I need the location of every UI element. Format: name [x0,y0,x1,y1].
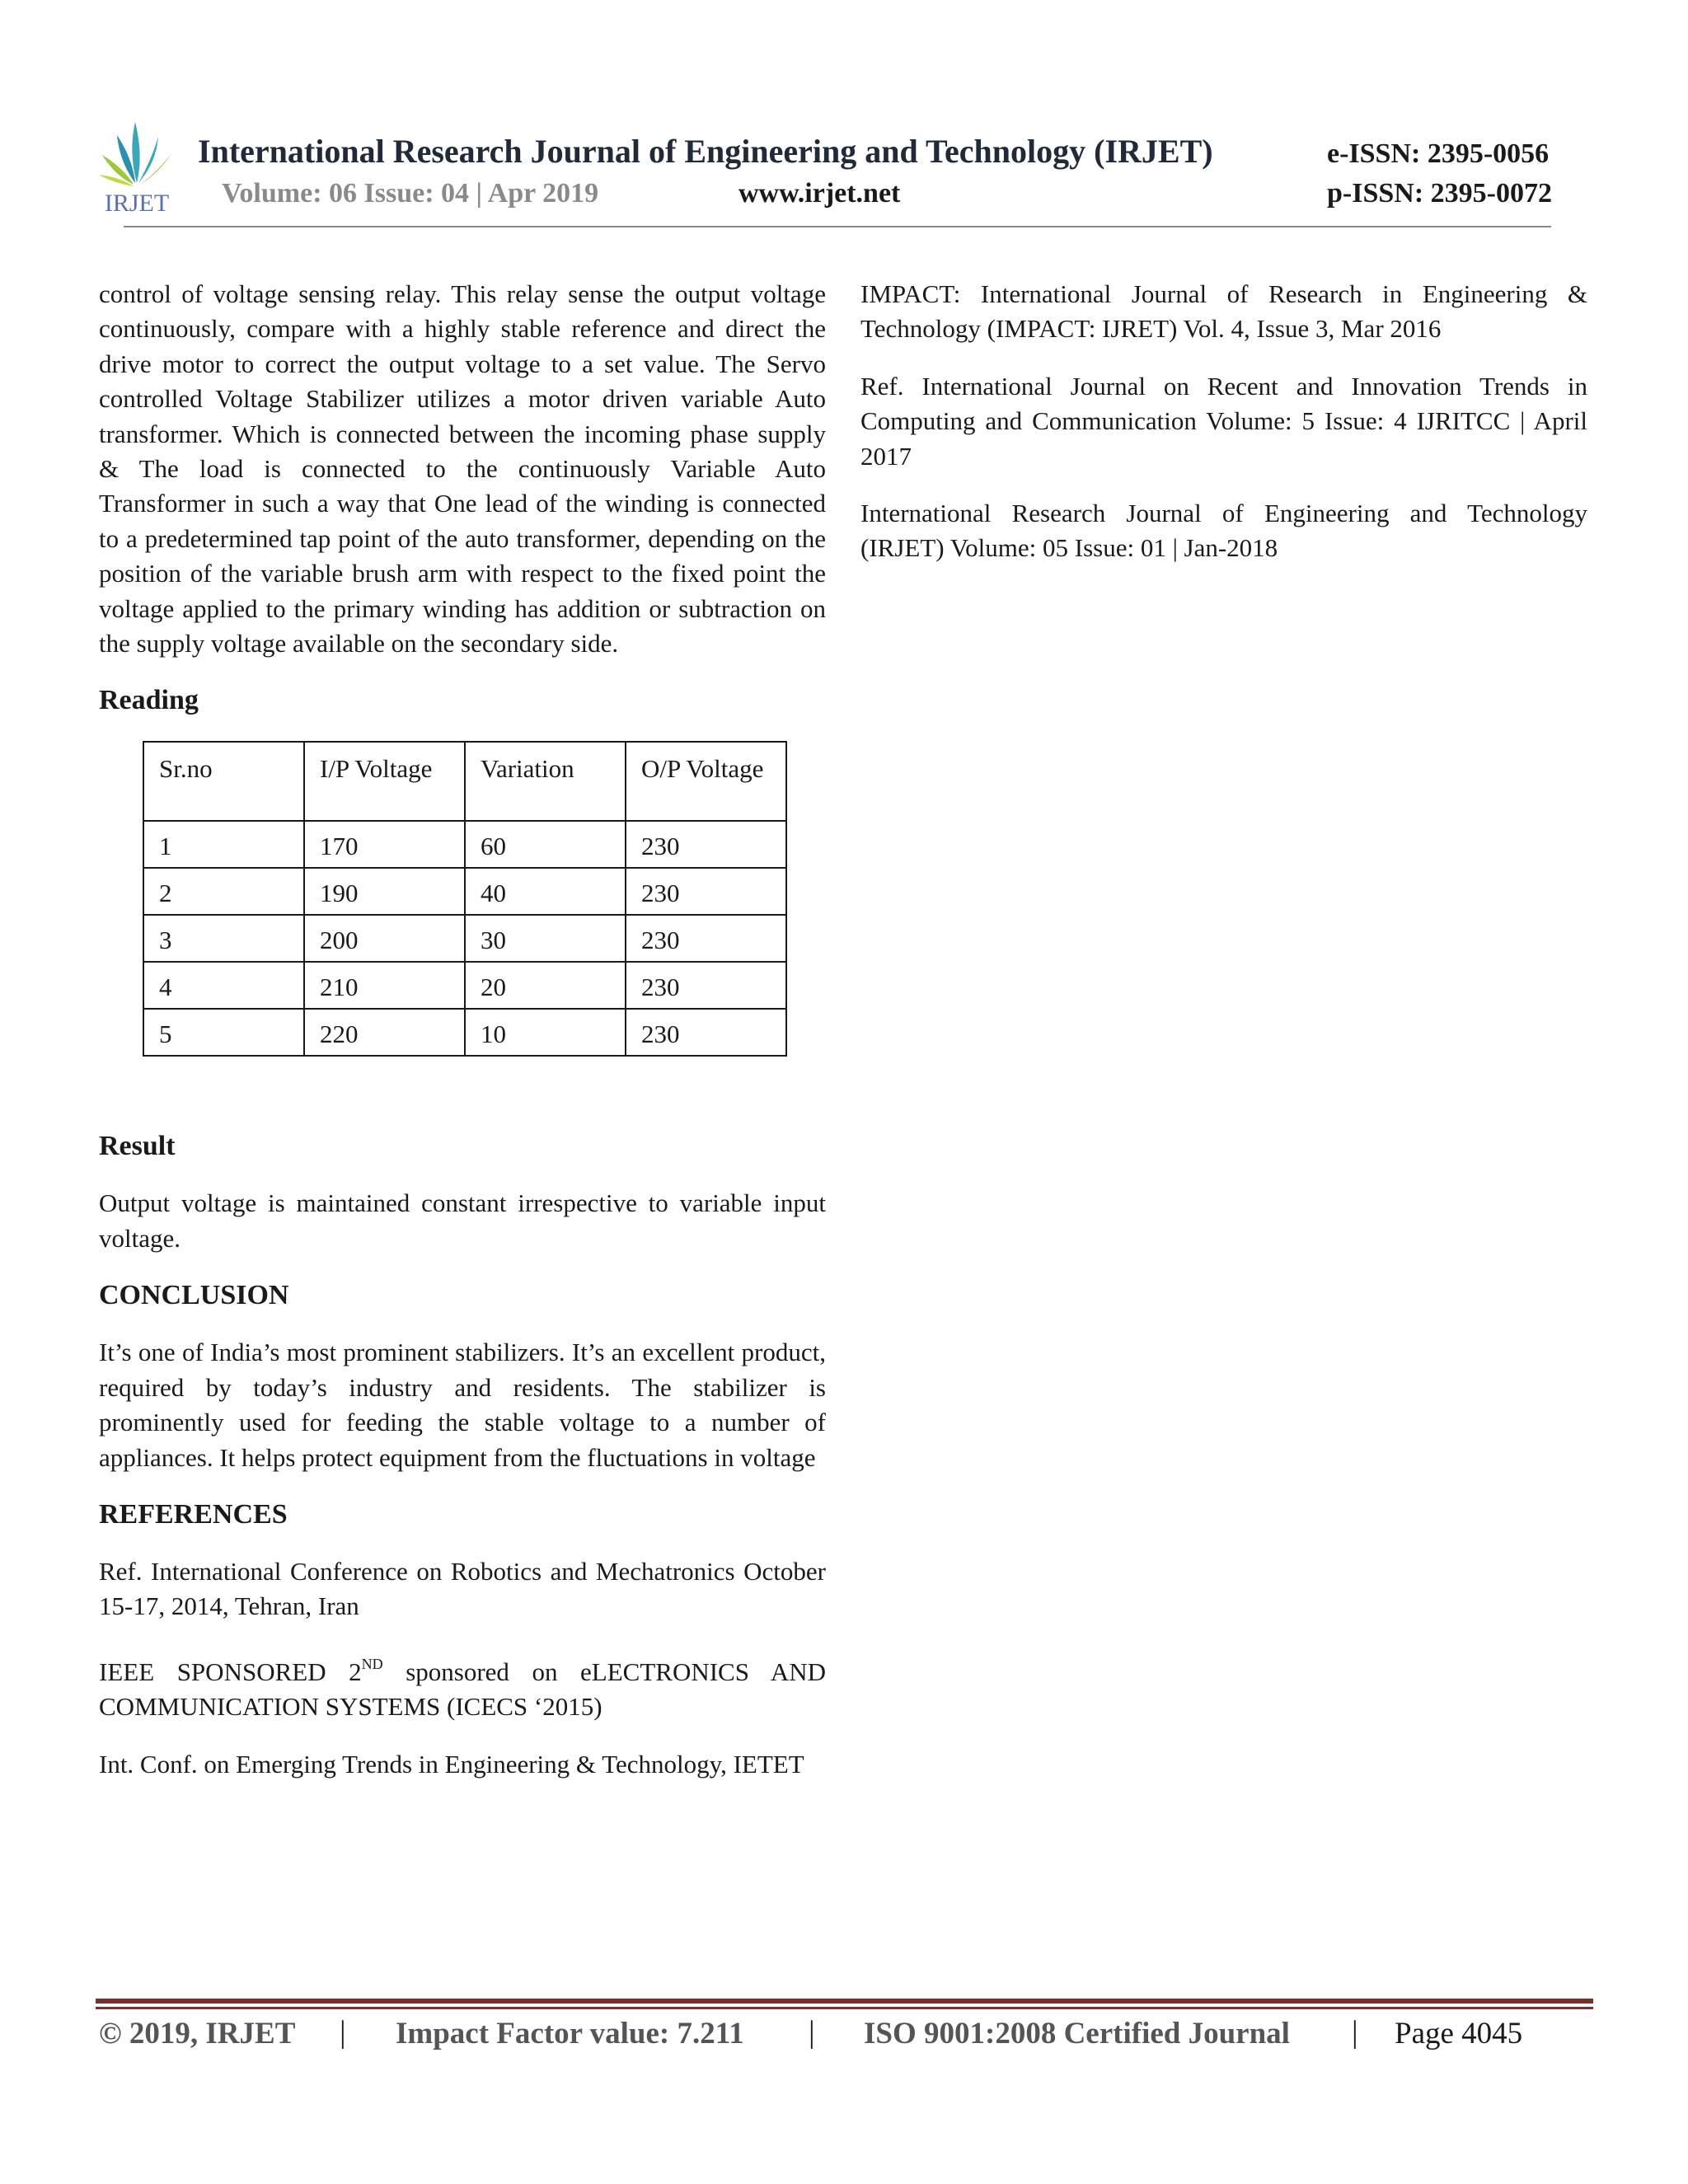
table-header-cell: O/P Voltage [626,742,786,821]
table-cell: 230 [626,962,786,1009]
journal-website[interactable]: www.irjet.net [738,178,901,209]
reference-item: International Research Journal of Engineering and Technology (IRJET) Volume: 05 Issue: 01 | Jan-2018 [860,499,1587,563]
header-divider [124,226,1551,227]
footer-separator: | [1352,2015,1358,2050]
table-cell: 230 [626,868,786,915]
logo-text: IRJET [104,190,170,216]
reference-item: Ref. International Journal on Recent and Innovation Trends in Computing and Communication Volume: 5 Issue: 4 IJRITCC | April 2017 [860,371,1587,471]
table-cell: 30 [465,915,626,962]
reference-item: Ref. International Conference on Robotics and Mechatronics October 15-17, 2014, Tehran, Iran [99,1556,826,1621]
irjet-logo [92,115,181,216]
superscript: ND [361,1655,383,1672]
table-cell: 230 [626,821,786,868]
table-cell: 200 [304,915,465,962]
table-cell: 2 [143,868,304,915]
table-cell: 230 [626,915,786,962]
footer-iso: ISO 9001:2008 Certified Journal [864,2017,1290,2050]
conclusion-heading: CONCLUSION [99,1280,289,1311]
table-row [143,868,786,915]
table-cell: 5 [143,1009,304,1056]
table-cell: 210 [304,962,465,1009]
journal-title: International Research Journal of Engineering and Technology (IRJET) [198,133,1213,170]
table-row [143,1009,786,1056]
table-cell: 3 [143,915,304,962]
table-row [143,821,786,868]
logo-leaves-icon [99,122,175,186]
table-cell: 230 [626,1009,786,1056]
footer-separator: | [340,2015,346,2050]
table-cell: 1 [143,821,304,868]
table-cell: 170 [304,821,465,868]
footer-page-number: Page 4045 [1395,2017,1523,2050]
left-column [99,277,826,1782]
footer-copyright: © 2019, IRJET [99,2017,296,2050]
reference-text: IEEE SPONSORED 2 [99,1657,362,1686]
table-cell: 4 [143,962,304,1009]
table-row [143,962,786,1009]
table-cell: 20 [465,962,626,1009]
table-header-cell: Variation [465,742,626,821]
table-header-row [143,742,786,821]
reference-item: IMPACT: International Journal of Research in Engineering & Technology (IMPACT: IJRET) Vol. 4, Issue 3, Mar 2016 [860,279,1587,344]
reference-item: Int. Conf. on Emerging Trends in Engineering & Technology, IETET [99,1749,804,1779]
reading-heading: Reading [99,685,199,716]
table-header-cell: Sr.no [143,742,304,821]
volume-issue: Volume: 06 Issue: 04 | Apr 2019 [222,178,599,209]
right-column [860,277,1587,566]
references-heading: REFERENCES [99,1498,288,1530]
result-paragraph: Output voltage is maintained constant irrespective to variable input voltage. [99,1188,826,1253]
footer-impact-factor: Impact Factor value: 7.211 [396,2017,744,2050]
eissn: e-ISSN: 2395-0056 [1327,138,1550,169]
result-heading: Result [99,1131,176,1162]
readings-table [143,741,787,1057]
table-row [143,915,786,962]
pissn: p-ISSN: 2395-0072 [1327,178,1552,209]
intro-paragraph: control of voltage sensing relay. This relay sense the output voltage continuously, compare with a highly stable reference and direct the drive motor to correct the output voltage to a set value. The Servo controlled Voltage Stabilizer utilizes a motor driven variable Auto transformer. Which is connected between the incoming phase supply & The load is connected to the continuously Variable Auto Transformer in such a way that One lead of the winding is connected to a predetermined tap point of the auto transformer, depending on the position of the variable brush arm with respect to the fixed point the voltage applied to the primary winding has addition or subtraction on the supply voltage available on the secondary side. [99,279,826,658]
reference-text: sponsored on eLECTRONICS AND COMMUNICATION SYSTEMS (ICECS ‘2015) [99,1657,826,1722]
table-header-cell: I/P Voltage [304,742,465,821]
table-cell: 40 [465,868,626,915]
reference-item [99,1647,826,1725]
footer-divider-thick [96,1999,1593,2004]
table-cell: 60 [465,821,626,868]
footer-separator: | [809,2015,815,2050]
conclusion-paragraph: It’s one of India’s most prominent stabilizers. It’s an excellent product, required by today’s industry and residents. The stabilizer is prominently used for feeding the stable voltage to a number of appliances. It helps protect equipment from the fluctuations in voltage [99,1338,826,1472]
table-cell: 190 [304,868,465,915]
table-cell: 10 [465,1009,626,1056]
table-cell: 220 [304,1009,465,1056]
footer-divider-thin [96,2007,1593,2009]
journal-header [92,115,1551,231]
